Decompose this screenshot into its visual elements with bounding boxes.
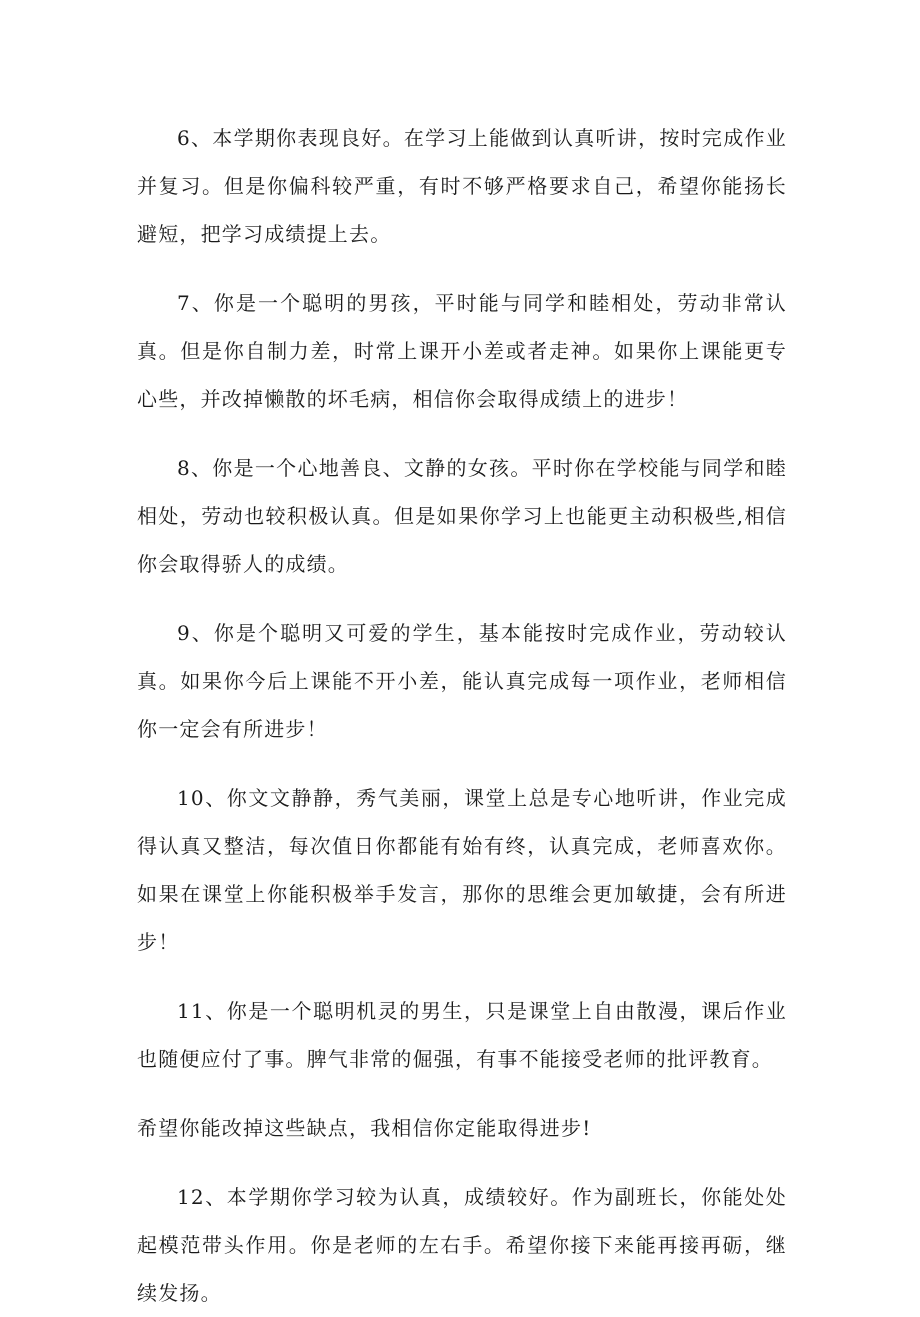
comment-paragraph-11-continuation: 希望你能改掉这些缺点，我相信你定能取得进步!: [137, 1116, 592, 1140]
comment-paragraph-10: 10、你文文静静，秀气美丽，课堂上总是专心地听讲，作业完成得认真又整洁，每次值日你都能有始有终，认真完成，老师喜欢你。如果在课堂上你能积极举手发言，那你的思维会更加敏捷，会有所进步！: [137, 786, 787, 954]
comment-paragraph-7: 7、你是一个聪明的男孩，平时能与同学和睦相处，劳动非常认真。但是你自制力差，时常上课开小差或者走神。如果你上课能更专心些，并改掉懒散的坏毛病，相信你会取得成绩上的进步！: [137, 291, 787, 411]
comment-paragraph-9: 9、你是个聪明又可爱的学生，基本能按时完成作业，劳动较认真。如果你今后上课能不开小差，能认真完成每一项作业，老师相信你一定会有所进步！: [137, 621, 787, 741]
comment-paragraph-6: 6、本学期你表现良好。在学习上能做到认真听讲，按时完成作业并复习。但是你偏科较严重，有时不够严格要求自己，希望你能扬长避短，把学习成绩提上去。: [137, 126, 787, 246]
comment-paragraph-8: 8、你是一个心地善良、文静的女孩。平时你在学校能与同学和睦相处，劳动也较积极认真。但是如果你学习上也能更主动积极些,相信你会取得骄人的成绩。: [137, 456, 787, 576]
comment-paragraph-12: 12、本学期你学习较为认真，成绩较好。作为副班长，你能处处起模范带头作用。你是老师的左右手。希望你接下来能再接再砺，继续发扬。: [137, 1185, 787, 1305]
document-body: [137, 114, 787, 1317]
comment-paragraph-11: 11、你是一个聪明机灵的男生，只是课堂上自由散漫，课后作业也随便应付了事。脾气非常的倔强，有事不能接受老师的批评教育。: [137, 999, 787, 1071]
